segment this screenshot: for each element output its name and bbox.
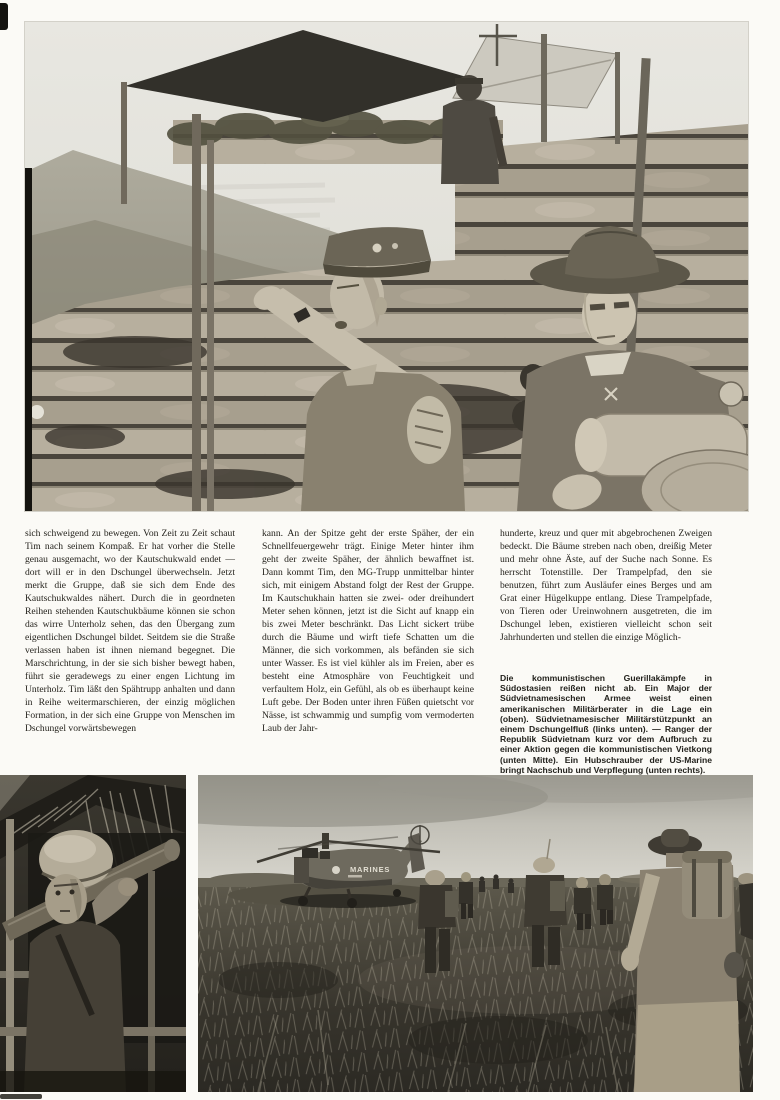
engine-nose — [294, 857, 309, 883]
photo-left-dark-edge — [25, 168, 32, 511]
print-artifact-bottom-left — [0, 1094, 42, 1099]
helicopter-marking-text: MARINES — [350, 865, 391, 874]
photo-bottom-left-illustration — [0, 775, 186, 1092]
photo-top-illustration — [25, 22, 748, 511]
star-roundel — [332, 866, 340, 874]
photo-bottom-left-river-outpost — [0, 775, 186, 1092]
photo-bottom-right-helicopter-field — [198, 775, 753, 1092]
shoulder-patch — [719, 382, 743, 406]
photo-bottom-right-illustration — [198, 775, 753, 1092]
bamboo-post-2 — [148, 871, 155, 1092]
bamboo-post — [6, 819, 14, 1092]
paper-defect-spot — [30, 405, 44, 419]
photo-top-outpost — [25, 22, 748, 511]
article-column-2: kann. An der Spitze geht der erste Späher, der ein Schnellfeuergewehr trägt. Einige Meter hinter ihm geht der zweite Späher, der ähnlich bewaffnet ist. Dann kommt Tim, den MG-Trupp unmittelbar hinter sich, mit einigem Abstand folgt der Rest der Gruppe. Im Kautschukhain hatten sie zwei- oder dreihundert Meter sehen können, jetzt ist die Sicht auf knapp ein bis zwei Meter beschränkt. Das Licht sickert trübe durch die Bäume und wirft tiefe Schatten um die Männer, die sich vorkommen, als befänden sie sich unter Wasser. Es ist viel kühler als im Freien, aber es besteht eine Atmosphäre von Feuchtigkeit und verfaultem Holz, ein Gefühl, als ob es überhaupt keine Luft gebe. Der Boden unter ihren Füßen quietscht vor Nässe, ist schwammig und sumpfig vom vermoderten Laub der Jahr- — [262, 528, 474, 734]
photo-caption-block — [500, 673, 712, 785]
print-artifact-top-left — [0, 3, 8, 30]
backpack — [682, 857, 732, 919]
article-column-3: hunderte, kreuz und quer mit abgebrochenen Zweigen bedeckt. Die Bäume streben nach oben, dreißig Meter und mehr ohne Äste, auf der Suche nach Sonne. Es herrscht Totenstille. Der Trampelpfad, den sie benutzen, führt zum Ausläufer eines Berges und am Grat einer Hügelkuppe entlang. Diese Trampelpfade, von Tieren oder Ureinwohnern ausgetreten, die im Dschungel leben, existieren vielleicht schon seit Jahrhunderten und stellen die einzige Möglich- — [500, 528, 712, 643]
caption-text: Die kommunistischen Guerillakämpfe in Südostasien reißen nicht ab. Ein Major der Südvietnamesischen Armee weist einen amerikanischen Militärberater in die Lage ein (oben). Südvietnamesischer Militärstützpunkt an einem Dschungelfluß (links unten). — Ranger der Republik Südvietnam kurz vor dem Aufbruch zu einer Aktion gegen die kommunistischen Vietkong (unten Mitte). Ein Hubschrauber der US-Marine bringt Nachschub und Verpflegung (unten rechts). — [500, 673, 712, 775]
cockpit-window — [302, 848, 318, 858]
canteen — [724, 952, 744, 978]
foreground-shadow — [0, 1071, 186, 1092]
article-column-1: sich schweigend zu bewegen. Von Zeit zu Zeit schaut Tim nach seinem Kompaß. Er hat vorher die Stelle genau ausgemacht, wo der Kautschukwald endet — dort will er in den Dschungel überwechseln. Jetzt merkt die Gruppe, daß sie sich dem Ende des Kautschukwaldes nähert. Durch die in geordneten Reihen stehenden Kautschukbäume können sie schon das wirre Unterholz sehen, das den Übergang zum eigentlichen Dschungel bildet. Seitdem sie die Straße verlassen haben ist ihnen niemand begegnet. Die Marschrichtung, in der sie sich bisher bewegt haben, führt sie geradewegs zu einer engen Lichtung im Unterholz. Tim läßt den Spähtrupp anhalten und dann in Reihe weitermarschieren, der einzig möglichen Formation, in der sich eine Gruppe von Menschen im Dschungel vorwärtsbewegen — [25, 528, 235, 734]
gripping-hand — [118, 878, 138, 896]
